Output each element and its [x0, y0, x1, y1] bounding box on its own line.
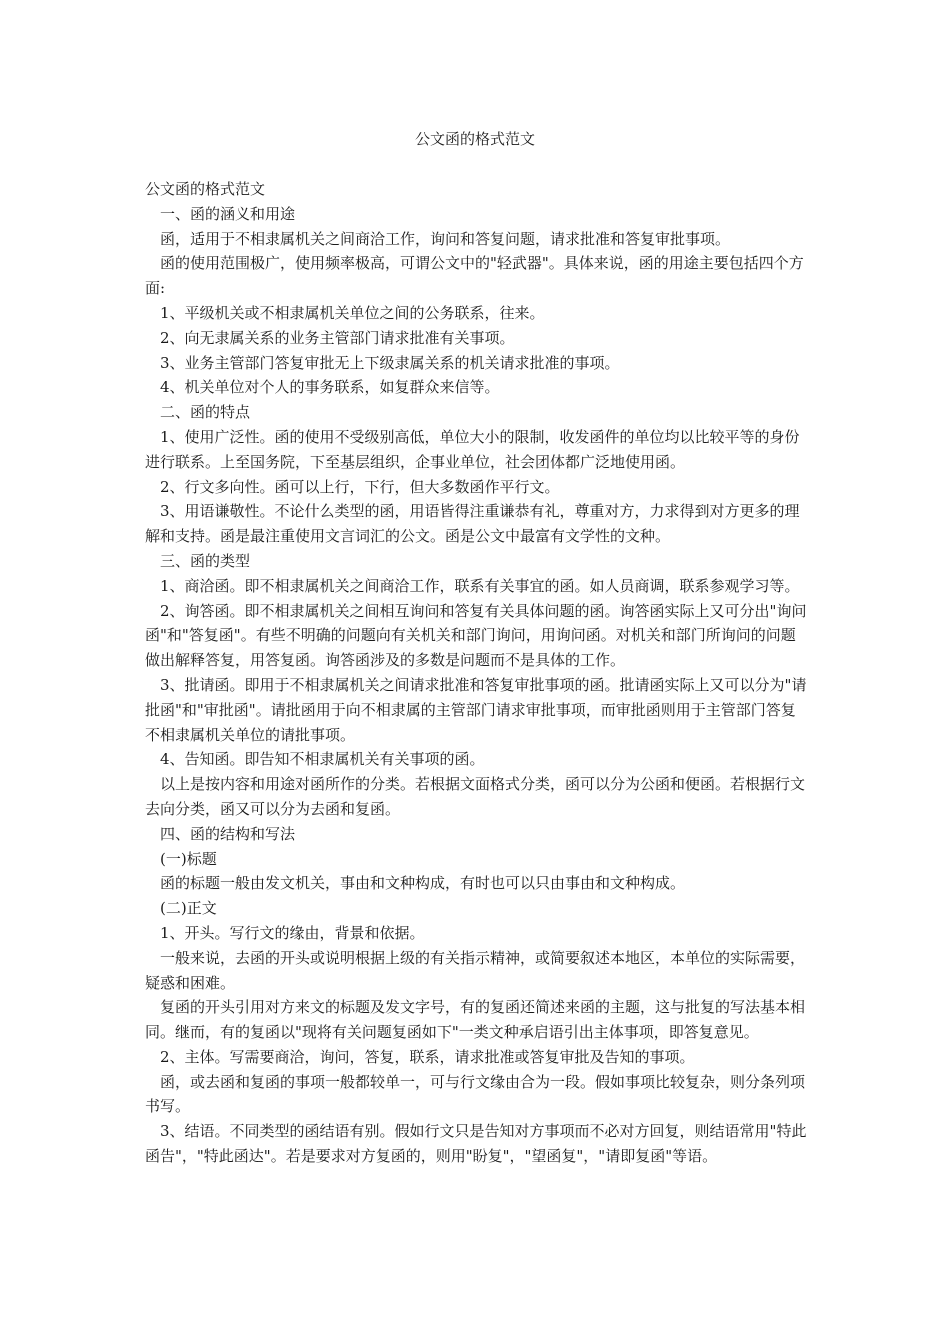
paragraph: 3、用语谦敬性。不论什么类型的函，用语皆得注重谦恭有礼，尊重对方，力求得到对方更多的理解和支持。函是最注重使用文言词汇的公文。函是公文中最富有文学性的文种。 — [145, 502, 800, 546]
paragraph: 3、批请函。即用于不相隶属机关之间请求批准和答复审批事项的函。批请函实际上又可以分为"请批函"和"审批函"。请批函用于向不相隶属的主管部门请求审批事项，而审批函则用于主管部门答复不相隶属机关单位的请批事项。 — [145, 675, 807, 744]
paragraph: 3、业务主管部门答复审批无上下级隶属关系的机关请求批准的事项。 — [160, 353, 620, 372]
paragraph: 函，适用于不相隶属机关之间商洽工作，询问和答复问题，请求批准和答复审批事项。 — [160, 229, 731, 248]
paragraph: (一)标题 — [160, 849, 217, 868]
document-title: 公文函的格式范文 — [414, 130, 535, 148]
paragraph: 二、函的特点 — [160, 403, 251, 422]
paragraph: 2、向无隶属关系的业务主管部门请求批准有关事项。 — [160, 328, 515, 347]
paragraph: 四、函的结构和写法 — [160, 824, 296, 843]
paragraph: 以上是按内容和用途对函所作的分类。若根据文面格式分类，函可以分为公函和便函。若根据行文去向分类，函又可以分为去函和复函。 — [145, 775, 806, 818]
paragraph: 1、使用广泛性。函的使用不受级别高低，单位大小的限制，收发函件的单位均以比较平等的身份进行联系。上至国务院，下至基层组织，企事业单位，社会团体都广泛地使用函。 — [145, 427, 800, 471]
paragraph: 1、商洽函。即不相隶属机关之间商洽工作，联系有关事宜的函。如人员商调，联系参观学习等。 — [160, 576, 800, 595]
paragraph: 2、询答函。即不相隶属机关之间相互询问和答复有关具体问题的函。询答函实际上又可分出"询问函"和"答复函"。有些不明确的问题向有关机关和部门询问，用询问函。对机关和部门所询问的问题做出解释答复，用答复函。询答函涉及的多数是问题而不是具体的工作。 — [145, 601, 807, 670]
paragraph: 1、开头。写行文的缘由，背景和依据。 — [160, 923, 425, 942]
paragraph: 一、函的涵义和用途 — [160, 204, 296, 223]
paragraph: 三、函的类型 — [160, 551, 251, 570]
paragraph: 复函的开头引用对方来文的标题及发文字号，有的复函还简述来函的主题，这与批复的写法基本相同。继而，有的复函以"现将有关问题复函如下"一类文种承启语引出主体事项，即答复意见。 — [145, 998, 806, 1042]
paragraph: 2、行文多向性。函可以上行，下行，但大多数函作平行文。 — [160, 477, 560, 496]
paragraph: 4、告知函。即告知不相隶属机关有关事项的函。 — [160, 750, 485, 769]
paragraph: 公文函的格式范文 — [145, 180, 266, 198]
paragraph: 函的使用范围极广，使用频率极高，可谓公文中的"轻武器"。具体来说，函的用途主要包括四个方面: — [145, 254, 804, 298]
paragraph: (二)正文 — [160, 899, 217, 918]
paragraph: 2、主体。写需要商洽，询问，答复，联系，请求批准或答复审批及告知的事项。 — [160, 1047, 695, 1066]
paragraph: 3、结语。不同类型的函结语有别。假如行文只是告知对方事项而不必对方回复，则结语常用"特此函告"，"特此函达"。若是要求对方复函的，则用"盼复"，"望函复"，"请即复函"等语。 — [145, 1122, 807, 1166]
paragraph: 函的标题一般由发文机关，事由和文种构成，有时也可以只由事由和文种构成。 — [160, 874, 686, 893]
paragraph: 函，或去函和复函的事项一般都较单一，可与行文缘由合为一段。假如事项比较复杂，则分条列项书写。 — [145, 1072, 806, 1116]
paragraph: 一般来说，去函的开头或说明根据上级的有关指示精神，或简要叙述本地区，本单位的实际需要，疑惑和困难。 — [145, 948, 806, 992]
document-body — [145, 177, 810, 1169]
paragraph: 4、机关单位对个人的事务联系，如复群众来信等。 — [160, 378, 500, 397]
paragraph: 1、平级机关或不相隶属机关单位之间的公务联系，往来。 — [160, 303, 545, 322]
